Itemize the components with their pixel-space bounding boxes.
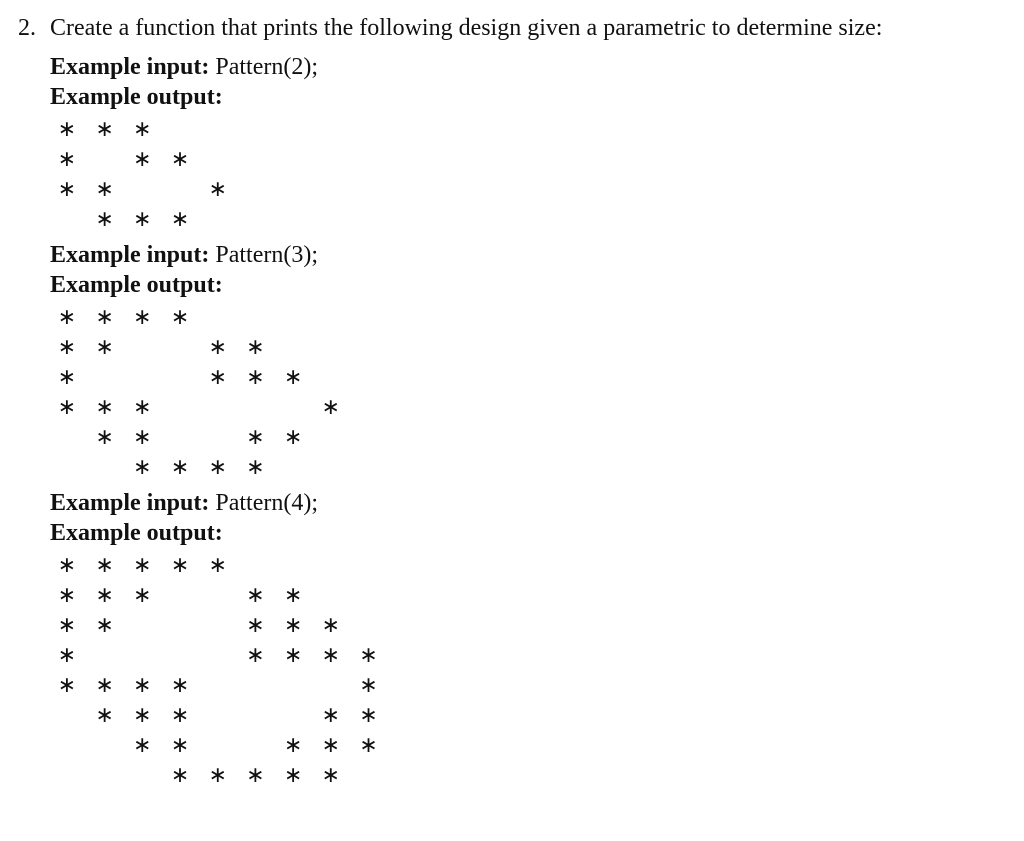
asterisk: ∗ [57,365,77,390]
asterisk: ∗ [359,703,378,728]
asterisk: ∗ [57,305,77,330]
question-text: Create a function that prints the following design given a parametric to determine size: [50,15,883,41]
asterisk: ∗ [57,117,77,142]
asterisk: ∗ [208,335,228,360]
asterisk: ∗ [170,733,190,758]
asterisk: ∗ [170,207,190,232]
example-input-label: Example input: [50,242,210,268]
asterisk: ∗ [57,177,77,202]
asterisk: ∗ [95,613,114,638]
example-output-label: Example output: [50,520,223,546]
example-input-label: Example input: [50,54,210,80]
asterisk: ∗ [95,177,114,202]
asterisk: ∗ [208,763,228,788]
asterisk: ∗ [57,673,77,698]
asterisk: ∗ [133,673,152,698]
asterisk: ∗ [133,703,152,728]
asterisk: ∗ [283,733,303,758]
asterisk: ∗ [359,733,378,758]
asterisk: ∗ [170,763,190,788]
example-input-line [50,52,318,82]
asterisk: ∗ [95,553,114,578]
asterisk: ∗ [283,365,303,390]
example-output-label: Example output: [50,272,223,298]
asterisk: ∗ [170,673,190,698]
asterisk: ∗ [57,147,77,172]
example-input-line [50,240,318,270]
asterisk: ∗ [170,703,190,728]
asterisk: ∗ [57,613,77,638]
asterisk: ∗ [321,703,341,728]
asterisk: ∗ [359,673,378,698]
example-input-value: Pattern(4); [215,490,319,516]
asterisk: ∗ [283,583,303,608]
asterisk: ∗ [57,583,77,608]
example-input-value: Pattern(2); [215,54,319,80]
asterisk: ∗ [133,117,152,142]
asterisk: ∗ [246,455,265,480]
asterisk: ∗ [133,553,152,578]
asterisk: ∗ [95,207,114,232]
asterisk: ∗ [95,305,114,330]
asterisk: ∗ [208,455,228,480]
asterisk: ∗ [57,335,77,360]
question-line [18,12,882,44]
asterisk: ∗ [170,553,190,578]
asterisk: ∗ [246,335,265,360]
asterisk: ∗ [133,733,152,758]
asterisk: ∗ [208,553,228,578]
asterisk: ∗ [246,365,265,390]
asterisk: ∗ [133,425,152,450]
asterisk: ∗ [170,305,190,330]
asterisk: ∗ [170,455,190,480]
asterisk: ∗ [133,455,152,480]
asterisk: ∗ [283,613,303,638]
asterisk: ∗ [208,365,228,390]
asterisk: ∗ [95,673,114,698]
asterisk: ∗ [246,583,265,608]
asterisk: ∗ [95,703,114,728]
asterisk: ∗ [283,763,303,788]
asterisk: ∗ [133,147,152,172]
example-output-label: Example output: [50,84,223,110]
asterisk: ∗ [321,643,341,668]
example-output-line [50,270,223,300]
asterisk: ∗ [246,425,265,450]
asterisk: ∗ [321,763,341,788]
asterisk: ∗ [133,305,152,330]
asterisk: ∗ [170,147,190,172]
asterisk: ∗ [57,553,77,578]
asterisk: ∗ [133,583,152,608]
asterisk: ∗ [95,117,114,142]
asterisk: ∗ [208,177,228,202]
example-output-line [50,82,223,112]
example-input-line [50,488,318,518]
asterisk: ∗ [321,733,341,758]
asterisk: ∗ [95,335,114,360]
asterisk: ∗ [321,395,341,420]
asterisk: ∗ [246,613,265,638]
asterisk: ∗ [283,643,303,668]
asterisk: ∗ [57,395,77,420]
asterisk: ∗ [95,425,114,450]
asterisk: ∗ [246,763,265,788]
asterisk: ∗ [133,395,152,420]
asterisk: ∗ [95,583,114,608]
asterisk: ∗ [95,395,114,420]
example-output-line [50,518,223,548]
asterisk: ∗ [133,207,152,232]
asterisk: ∗ [321,613,341,638]
asterisk: ∗ [57,643,77,668]
asterisk: ∗ [359,643,378,668]
example-input-value: Pattern(3); [215,242,319,268]
question-number: 2. [18,15,36,41]
asterisk: ∗ [246,643,265,668]
example-input-label: Example input: [50,490,210,516]
asterisk: ∗ [283,425,303,450]
